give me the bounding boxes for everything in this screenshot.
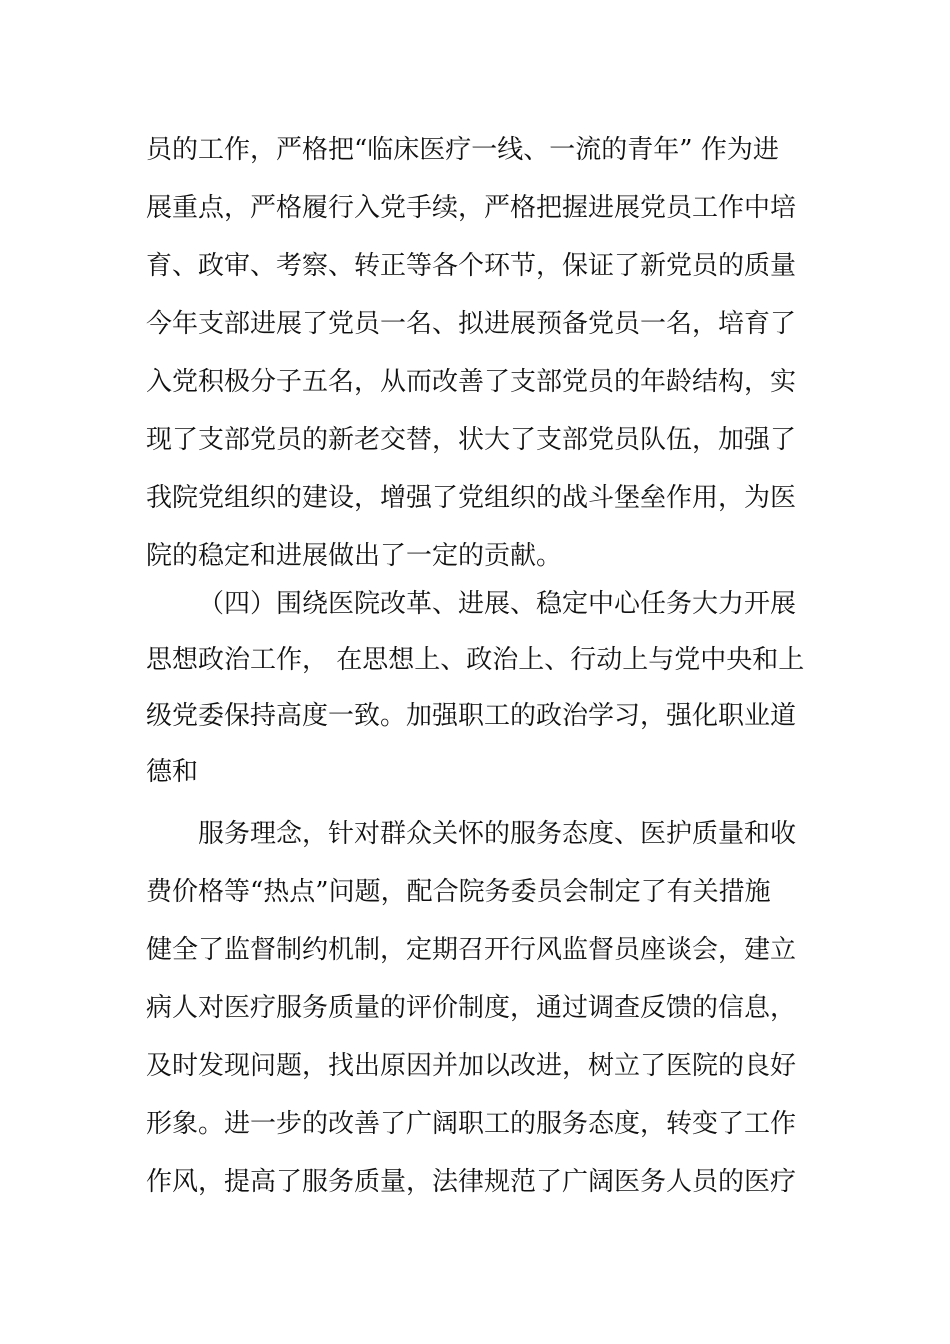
text-line: 费价格等“热点”问题，配合院务委员会制定了有关措施: [146, 877, 771, 907]
text-line: 育、政审、考察、转正等各个环节，保证了新党员的质量: [146, 251, 797, 281]
text-line: 今年支部进展了党员一名、拟进展预备党员一名，培育了: [146, 309, 797, 339]
text-line: 及时发现问题，找出原因并加以改进，树立了医院的良好: [146, 1051, 797, 1081]
text-line: 病人对医疗服务质量的评价制度，通过调查反馈的信息，: [146, 993, 797, 1023]
text-line: 入党积极分子五名，从而改善了支部党员的年龄结构，实: [146, 367, 797, 397]
text-line: 作风，提高了服务质量，法律规范了广阔医务人员的医疗: [146, 1167, 797, 1197]
text-line: 现了支部党员的新老交替，状大了支部党员队伍，加强了: [146, 425, 797, 455]
text-line: 形象。进一步的改善了广阔职工的服务态度，转变了工作: [146, 1109, 797, 1139]
text-line: 健全了监督制约机制，定期召开行风监督员座谈会，建立: [146, 935, 797, 965]
text-line: 级党委保持高度一致。加强职工的政治学习，强化职业道: [146, 701, 797, 731]
text-line: 展重点，严格履行入党手续，严格把握进展党员工作中培: [146, 193, 797, 223]
section-heading-line: （四）围绕医院改革、进展、稳定中心任务大力开展: [198, 589, 797, 619]
text-line: 员的工作，严格把“临床医疗一线、一流的青年” 作为进: [146, 135, 779, 165]
text-line: 德和: [146, 757, 199, 787]
text-line: 院的稳定和进展做出了一定的贡献。: [146, 541, 563, 571]
paragraph-start-line: 服务理念，针对群众关怀的服务态度、医护质量和收: [198, 819, 797, 849]
text-line: 我院党组织的建设，增强了党组织的战斗堡垒作用，为医: [146, 483, 797, 513]
text-line: 思想政治工作， 在思想上、政治上、行动上与党中央和上: [146, 645, 805, 675]
